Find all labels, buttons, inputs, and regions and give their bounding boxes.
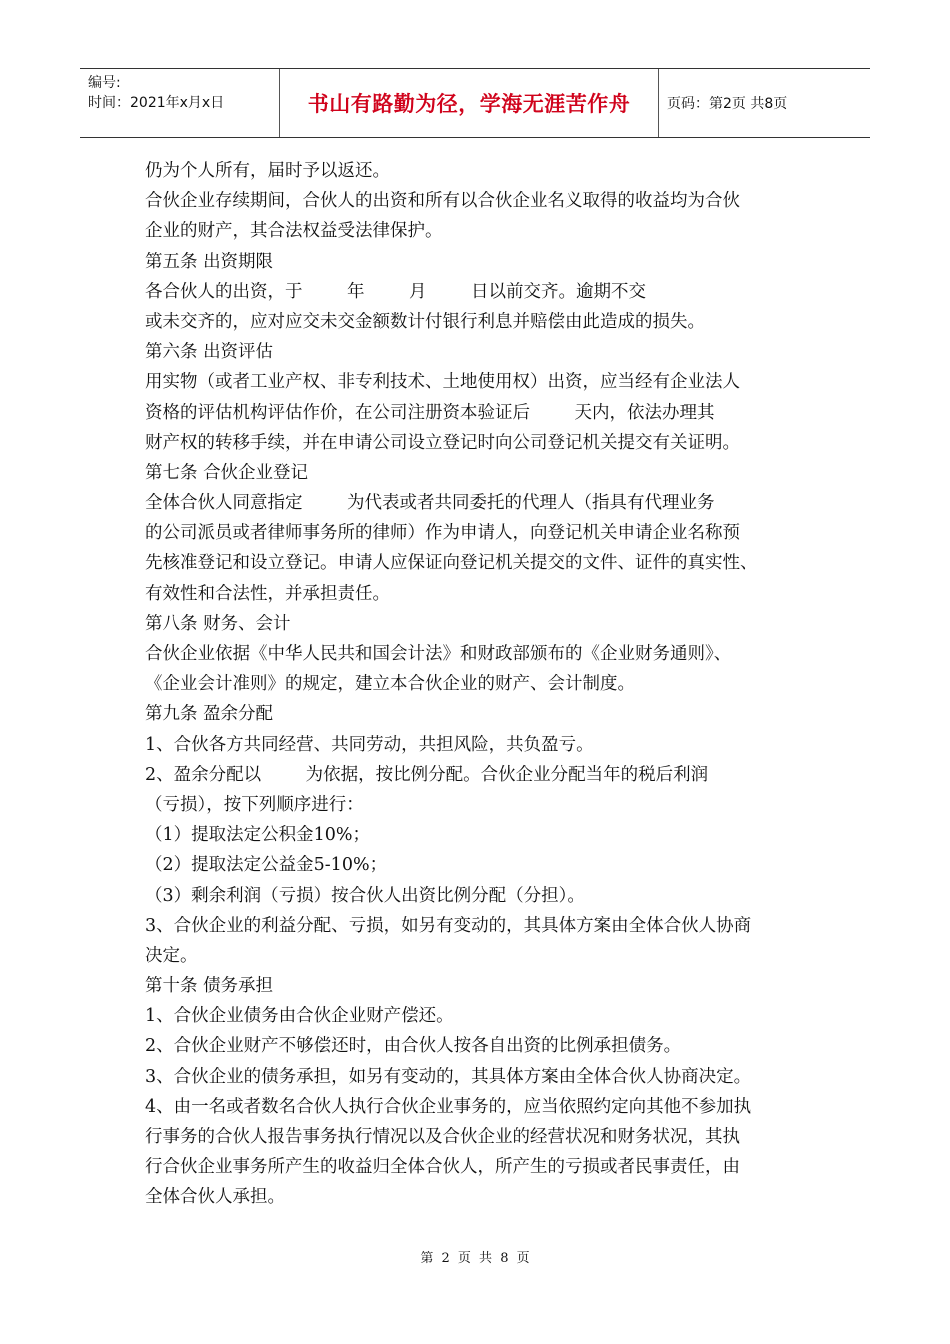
document-body	[145, 156, 825, 1213]
body-line: 行合伙企业事务所产生的收益归全体合伙人，所产生的亏损或者民事责任，由	[145, 1157, 740, 1178]
body-line: （亏损），按下列顺序进行：	[145, 794, 364, 815]
page-header	[80, 68, 870, 138]
body-line: 第五条 出资期限	[145, 251, 274, 272]
body-line: （3）剩余利润（亏损）按合伙人出资比例分配（分担）。	[145, 885, 585, 906]
body-line: 合伙企业依据《中华人民共和国会计法》和财政部颁布的《企业财务通则》、	[145, 644, 732, 664]
header-meta	[80, 69, 280, 137]
body-line: 《企业会计准则》的规定，建立本合伙企业的财产、会计制度。	[145, 674, 635, 695]
page-footer: 第 2 页 共 8 页	[420, 1251, 530, 1266]
body-line: 4、由一名或者数名合伙人执行合伙企业事务的，应当依照约定向其他不参加执	[145, 1096, 752, 1117]
body-line: 仍为个人所有，届时予以返还。	[145, 161, 390, 181]
body-line: 用实物（或者工业产权、非专利技术、土地使用权）出资，应当经有企业法人	[145, 372, 740, 393]
body-line: 第九条 盈余分配	[145, 704, 274, 725]
body-line: 各合伙人的出资，于 年 月 日以前交齐。逾期不交	[145, 281, 647, 302]
body-line: 行事务的合伙人报告事务执行情况以及合伙企业的经营状况和财务状况，其执	[145, 1127, 740, 1147]
body-line: 第七条 合伙企业登记	[145, 462, 309, 483]
body-line: 第十条 债务承担	[145, 976, 274, 997]
body-line: 先核准登记和设立登记。申请人应保证向登记机关提交的文件、证件的真实性、	[145, 553, 758, 574]
body-line: 2、合伙企业财产不够偿还时，由合伙人按各自出资的比例承担债务。	[145, 1036, 682, 1057]
date-label: 时间：2021年x月x日	[88, 95, 225, 111]
body-line: 合伙企业存续期间，合伙人的出资和所有以合伙企业名义取得的收益均为合伙	[145, 191, 740, 212]
body-line: 1、合伙企业债务由合伙企业财产偿还。	[145, 1006, 454, 1027]
body-line: （1）提取法定公积金10%；	[145, 825, 371, 846]
body-line: 资格的评估机构评估作价，在公司注册资本验证后 天内，依法办理其	[145, 402, 715, 423]
body-line: 财产权的转移手续，并在申请公司设立登记时向公司登记机关提交有关证明。	[145, 432, 740, 453]
body-line: 或未交齐的，应对应交未交金额数计付银行利息并赔偿由此造成的损失。	[145, 311, 705, 332]
body-line: 3、合伙企业的利益分配、亏损，如另有变动的，其具体方案由全体合伙人协商	[145, 915, 752, 936]
header-page-info: 页码：第2页 共8页	[667, 96, 788, 112]
body-line: 有效性和合法性，并承担责任。	[145, 583, 390, 604]
number-label: 编号:	[88, 75, 121, 91]
header-motto: 书山有路勤为径，学海无涯苦作舟	[280, 69, 659, 137]
body-line: 第八条 财务、会计	[145, 613, 291, 634]
body-line: 全体合伙人同意指定 为代表或者共同委托的代理人（指具有代理业务	[145, 493, 715, 514]
body-line: 1、合伙各方共同经营、共同劳动，共担风险，共负盈亏。	[145, 734, 594, 755]
body-line: 企业的财产，其合法权益受法律保护。	[145, 221, 443, 242]
body-line: 3、合伙企业的债务承担，如另有变动的，其具体方案由全体合伙人协商决定。	[145, 1066, 752, 1087]
body-line: （2）提取法定公益金5-10%；	[145, 855, 388, 876]
body-line: 2、盈余分配以 为依据，按比例分配。合伙企业分配当年的税后利润	[145, 764, 709, 785]
body-line: 决定。	[145, 945, 198, 966]
body-line: 的公司派员或者律师事务所的律师）作为申请人，向登记机关申请企业名称预	[145, 523, 740, 544]
body-line: 第六条 出资评估	[145, 342, 274, 363]
body-line: 全体合伙人承担。	[145, 1187, 285, 1208]
